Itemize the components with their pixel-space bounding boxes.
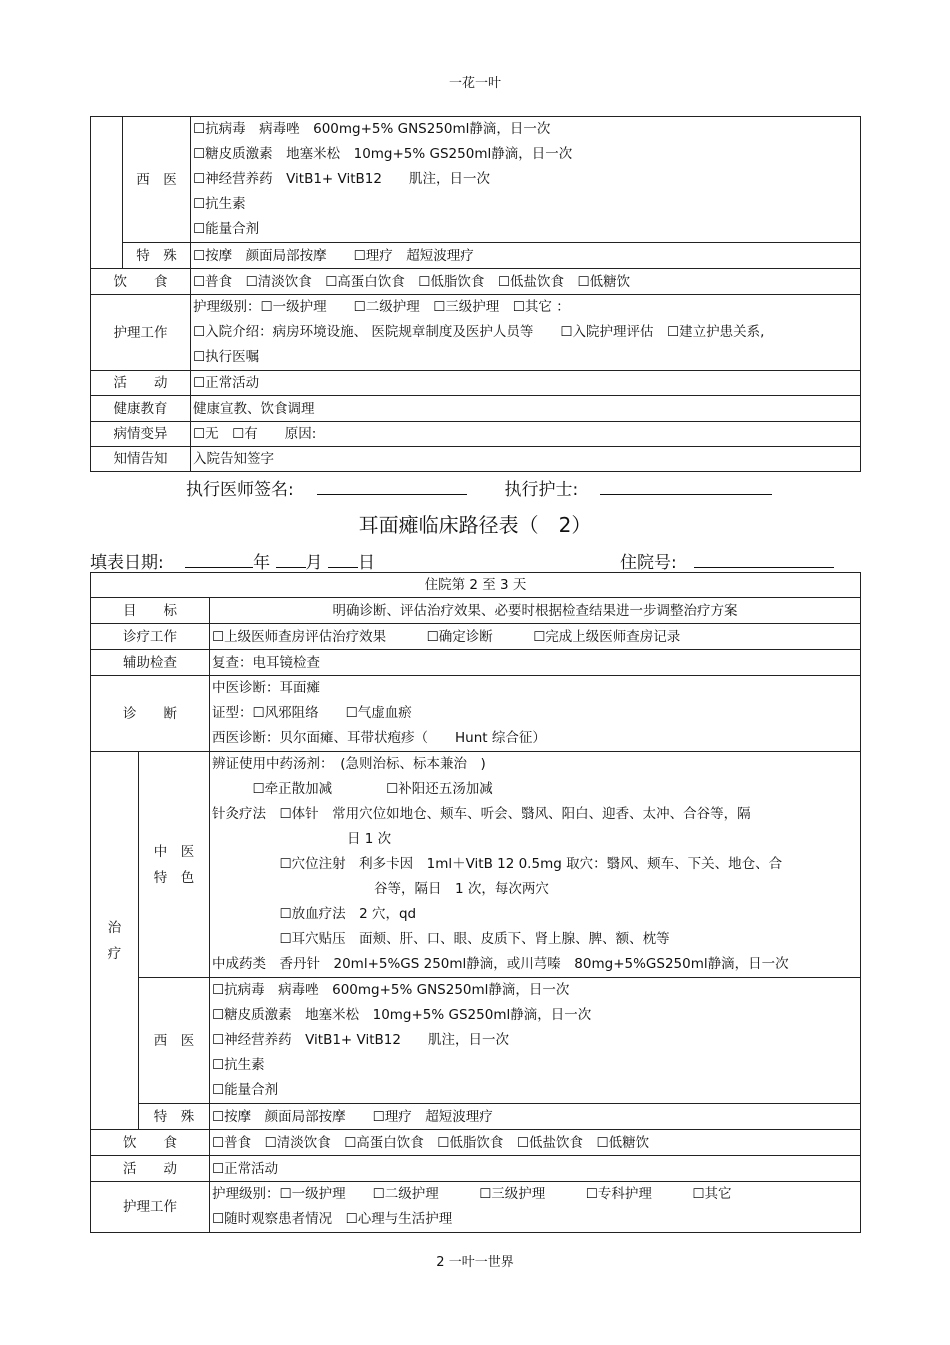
nursing-intro: ☐入院介绍：病房环境设施、 医院规章制度及医护人员等 ☐入院护理评估 ☐建立护患关系, <box>193 324 765 340</box>
consent-label: 知情告知 <box>91 447 191 472</box>
day-header: 住院第 2 至 3 天 <box>91 573 861 598</box>
goal-label: 目 标 <box>91 598 210 624</box>
diagnosis-label: 诊 断 <box>91 676 210 752</box>
diet-label-2: 饮 食 <box>91 1130 210 1156</box>
nursing-label-2: 护理工作 <box>91 1182 210 1233</box>
year-label: 年 <box>253 553 271 573</box>
tcm-line-point-injection: ☐穴位注射 利多卡因 1ml＋VitB 12 0.5mg 取穴：翳风、颊车、下关、地仓、合 <box>212 856 783 872</box>
western-diagnosis: 西医诊断：贝尔面瘫、耳带状疱疹（ Hunt 综合征） <box>212 730 546 746</box>
activity-label-2: 活 动 <box>91 1156 210 1182</box>
special-label: 特 殊 <box>123 243 191 269</box>
tcm-feature-label-line2: 特 色 <box>153 869 195 886</box>
page-footer: 2 一叶一世界 <box>436 1255 514 1270</box>
tcm-feature-content <box>210 752 861 978</box>
nursing-content-2 <box>210 1182 861 1233</box>
tcm-diagnosis: 中医诊断：耳面瘫 <box>212 680 320 696</box>
diagnosis-content <box>210 676 861 752</box>
wm-item-antibiotic: ☐抗生素 <box>193 196 246 212</box>
form-fill-row <box>90 548 860 573</box>
nursing-level: 护理级别：☐一级护理 ☐二级护理 ☐三级护理 ☐其它 ： <box>193 299 570 315</box>
wm-item-antiviral: ☐抗病毒 病毒唑 600mg+5% GNS250ml静滴，日一次 <box>193 121 551 137</box>
tcm-line-acupuncture: 针灸疗法 ☐体针 常用穴位如地仓、颊车、听会、翳风、阳白、迎香、太冲、合谷等，隔 <box>212 806 751 822</box>
western-medicine-items <box>191 117 861 243</box>
nursing2-observe: ☐随时观察患者情况 ☐心理与生活护理 <box>212 1211 453 1227</box>
western-medicine-label-2: 西 医 <box>139 978 210 1104</box>
tcm-feature-label-line1: 中 医 <box>153 843 195 860</box>
activity-label: 活 动 <box>91 371 191 396</box>
variance-label: 病情变异 <box>91 422 191 447</box>
page-title: 耳面瘫临床路径表（ 2） <box>358 513 592 537</box>
diet-label: 饮 食 <box>91 269 191 295</box>
special-label-2: 特 殊 <box>139 1104 210 1130</box>
tcm-line-formulas: ☐牵正散加减 ☐补阳还五汤加减 <box>212 781 493 797</box>
wm2-item-energy: ☐能量合剂 <box>212 1082 279 1098</box>
date-label: 填表日期: <box>90 553 164 573</box>
diet-options-2: ☐普食 ☐清淡饮食 ☐高蛋白饮食 ☐低脂饮食 ☐低盐饮食 ☐低糖饮 <box>210 1130 861 1156</box>
tcm-line-point-injection-cont: 谷等，隔日 1 次，每次两穴 <box>212 881 549 897</box>
tcm-line-ear-points: ☐耳穴贴压 面颊、肝、口、眼、皮质下、肾上腺、脾、额、枕等 <box>212 931 670 947</box>
special-text-2: ☐按摩 颜面局部按摩 ☐理疗 超短波理疗 <box>210 1104 861 1130</box>
western-medicine-label: 西 医 <box>123 117 191 243</box>
wm2-item-steroid: ☐糖皮质激素 地塞米松 10mg+5% GS250ml静滴，日一次 <box>212 1007 592 1023</box>
nursing-content <box>191 295 861 371</box>
admission-number-field[interactable] <box>694 553 834 568</box>
tcm-feature-label <box>139 752 210 978</box>
wm-item-energy: ☐能量合剂 <box>193 221 260 237</box>
nurse-signature-line[interactable] <box>600 480 772 495</box>
pathway-table-day2-3 <box>90 572 861 1233</box>
treatment-label-char2: 疗 <box>107 945 122 962</box>
treatment-label <box>91 752 139 1130</box>
consent-text: 入院告知签字 <box>191 447 861 472</box>
aux-exam-label: 辅助检查 <box>91 650 210 676</box>
health-education-label: 健康教育 <box>91 396 191 422</box>
tcm-line-bloodletting: ☐放血疗法 2 穴，qd <box>212 906 417 922</box>
syndrome-type: 证型：☐风邪阻络 ☐气虚血瘀 <box>212 705 412 721</box>
activity-text: ☐正常活动 <box>191 371 861 396</box>
western-medicine-items-2 <box>210 978 861 1104</box>
wm-item-steroid: ☐糖皮质激素 地塞米松 10mg+5% GS250ml静滴，日一次 <box>193 146 573 162</box>
treatment-left-cell <box>91 117 123 269</box>
doctor-signature-line[interactable] <box>317 480 467 495</box>
activity-text-2: ☐正常活动 <box>210 1156 861 1182</box>
signature-row <box>186 475 772 500</box>
year-field[interactable] <box>185 553 253 568</box>
page-header: 一花一叶 <box>448 76 501 91</box>
pathway-table-day1-continued <box>90 116 861 472</box>
nursing-label: 护理工作 <box>91 295 191 371</box>
month-label: 月 <box>305 553 323 573</box>
admission-number <box>620 548 834 573</box>
variance-text: ☐无 ☐有 原因: <box>191 422 861 447</box>
health-education-text: 健康宣教、饮食调理 <box>191 396 861 422</box>
day-field[interactable] <box>328 553 358 568</box>
nursing-orders: ☐执行医嘱 <box>193 349 260 365</box>
nurse-signature-label: 执行护士: <box>504 480 579 500</box>
admission-label: 住院号: <box>620 553 677 573</box>
wm-item-neuro: ☐神经营养药 VitB1+ VitB12 肌注，日一次 <box>193 171 490 187</box>
treatment-label-char1: 治 <box>107 919 122 936</box>
wm2-item-antiviral: ☐抗病毒 病毒唑 600mg+5% GNS250ml静滴，日一次 <box>212 982 570 998</box>
special-text: ☐按摩 颜面局部按摩 ☐理疗 超短波理疗 <box>191 243 861 269</box>
tcm-line-patent-medicine: 中成药类 香丹针 20ml+5%GS 250ml静滴，或川芎嗪 80mg+5%GS250ml静滴，日一次 <box>212 956 789 972</box>
goal-text: 明确诊断、评估治疗效果、必要时根据检查结果进一步调整治疗方案 <box>210 598 861 624</box>
wm2-item-neuro: ☐神经营养药 VitB1+ VitB12 肌注，日一次 <box>212 1032 509 1048</box>
wm2-item-antibiotic: ☐抗生素 <box>212 1057 265 1073</box>
aux-exam-text: 复查：电耳镜检查 <box>210 650 861 676</box>
day-label: 日 <box>357 553 375 573</box>
tcm-line-herbal: 辨证使用中药汤剂： (急则治标、标本兼治 ) <box>212 756 486 772</box>
tcm-line-acupuncture-cont: 日 1 次 <box>212 831 392 847</box>
month-field[interactable] <box>276 553 306 568</box>
doctor-signature-label: 执行医师签名: <box>186 480 294 500</box>
diet-options: ☐普食 ☐清淡饮食 ☐高蛋白饮食 ☐低脂饮食 ☐低盐饮食 ☐低糖饮 <box>191 269 861 295</box>
diagnosis-work-label: 诊疗工作 <box>91 624 210 650</box>
nursing2-level: 护理级别：☐一级护理 ☐二级护理 ☐三级护理 ☐专科护理 ☐其它 <box>212 1186 732 1202</box>
diagnosis-work-text: ☐上级医师查房评估治疗效果 ☐确定诊断 ☐完成上级医师查房记录 <box>210 624 861 650</box>
